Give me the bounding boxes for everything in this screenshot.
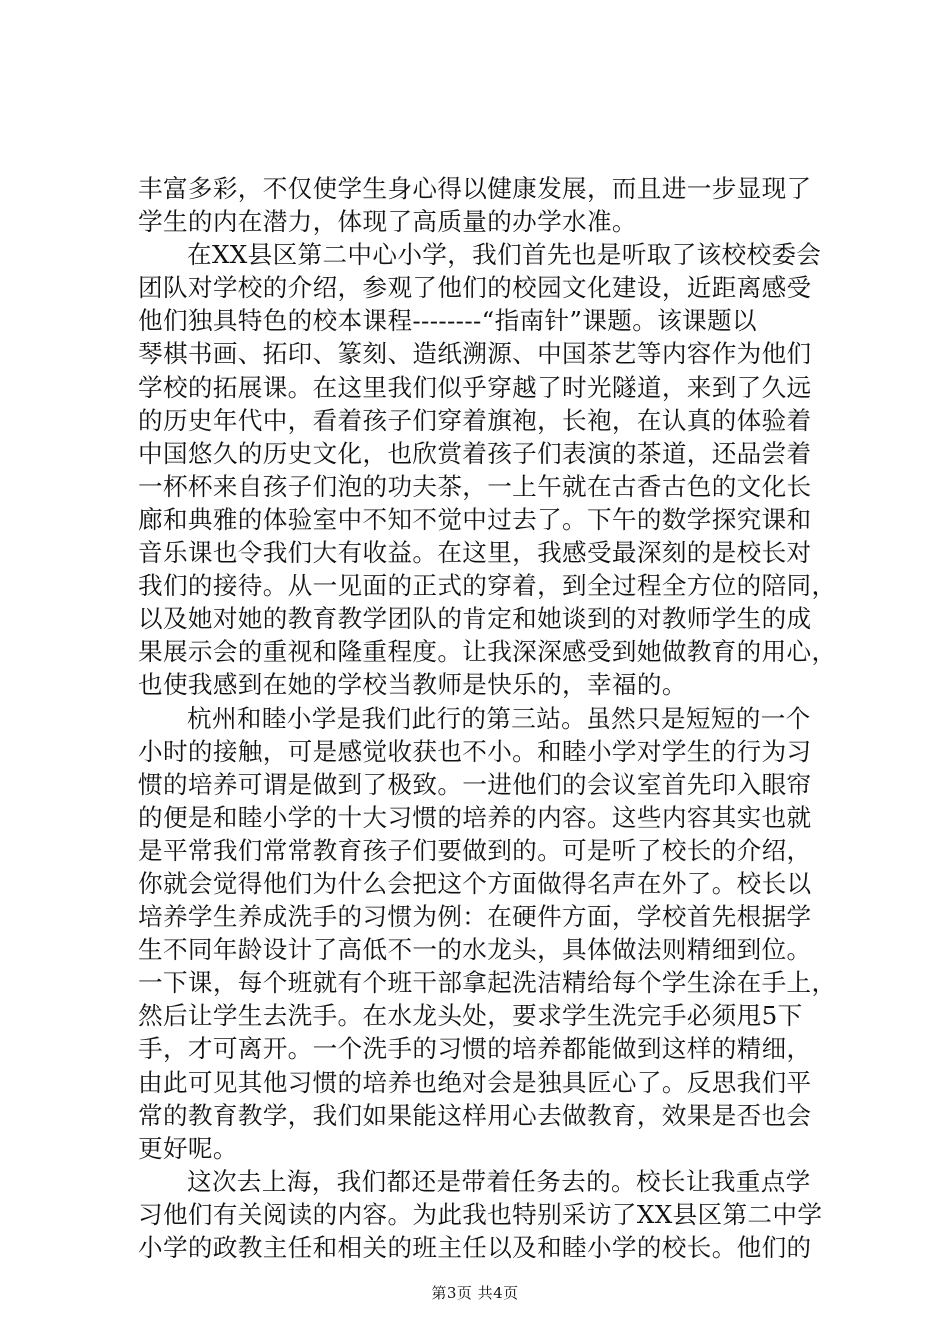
text-line: 果展示会的重视和隆重程度。让我深深感受到她做教育的用心，	[138, 637, 837, 667]
page-footer	[0, 1283, 950, 1303]
text-line: 琴棋书画、拓印、篆刻、造纸溯源、中国茶艺等内容作为他们	[138, 339, 812, 369]
text-line: 学生的内在潜力，体现了高质量的办学水准。	[138, 207, 637, 237]
text-line: 团队对学校的介绍，参观了他们的校园文化建设，近距离感受	[138, 273, 812, 303]
text-line: 我们的接待。从一见面的正式的穿着，到全过程全方位的陪同，	[138, 571, 837, 601]
text-line: 音乐课也令我们大有收益。在这里，我感受最深刻的是校长对	[138, 538, 812, 568]
text-line: 常的教育教学，我们如果能这样用心去做教育，效果是否也会	[138, 1100, 812, 1130]
text-line: 中国悠久的历史文化，也欣赏着孩子们表演的茶道，还品尝着	[138, 438, 812, 468]
text-line: 培养学生养成洗手的习惯为例：在硬件方面，学校首先根据学	[138, 902, 812, 932]
text-line: 生不同年龄设计了高低不一的水龙头，具体做法则精细到位。	[138, 935, 812, 965]
text-line: 他们独具特色的校本课程--------“指南针”课题。该课题以	[138, 306, 757, 336]
text-line: 然后让学生去洗手。在水龙头处，要求学生洗完手必须甩5下	[138, 1001, 803, 1031]
text-line: 在XX县区第二中心小学，我们首先也是听取了该校校委会	[187, 240, 822, 270]
text-line: 的便是和睦小学的十大习惯的培养的内容。这些内容其实也就	[138, 802, 812, 832]
document-body	[138, 172, 838, 1264]
text-line: 的历史年代中，看着孩子们穿着旗袍，长袍，在认真的体验着	[138, 405, 812, 435]
text-line: 一下课，每个班就有个班干部拿起洗洁精给每个学生涂在手上，	[138, 968, 837, 998]
text-line: 这次去上海，我们都还是带着任务去的。校长让我重点学	[187, 1166, 811, 1196]
text-line: 廊和典雅的体验室中不知不觉中过去了。下午的数学探究课和	[138, 504, 812, 534]
text-line: 也使我感到在她的学校当教师是快乐的，幸福的。	[138, 670, 687, 700]
text-line: 丰富多彩，不仅使学生身心得以健康发展，而且进一步显现了	[138, 174, 812, 203]
text-line: 更好呢。	[138, 1133, 238, 1163]
text-line: 杭州和睦小学是我们此行的第三站。虽然只是短短的一个	[187, 703, 811, 733]
text-line: 以及她对她的教育教学团队的肯定和她谈到的对教师学生的成	[138, 604, 812, 634]
page-number-label: 第3页 共4页	[431, 1284, 519, 1302]
text-line: 习他们有关阅读的内容。为此我也特别采访了XX县区第二中学	[138, 1199, 823, 1229]
text-line: 学校的拓展课。在这里我们似乎穿越了时光隧道，来到了久远	[138, 372, 812, 402]
text-line: 由此可见其他习惯的培养也绝对会是独具匠心了。反思我们平	[138, 1067, 812, 1097]
text-line: 是平常我们常常教育孩子们要做到的。可是听了校长的介绍，	[138, 835, 812, 865]
text-line: 手，才可离开。一个洗手的习惯的培养都能做到这样的精细，	[138, 1034, 812, 1064]
text-line: 惯的培养可谓是做到了极致。一进他们的会议室首先印入眼帘	[138, 769, 812, 799]
text-line: 一杯杯来自孩子们泡的功夫茶，一上午就在古香古色的文化长	[138, 471, 812, 501]
text-line: 小时的接触，可是感觉收获也不小。和睦小学对学生的行为习	[138, 736, 812, 766]
text-line: 你就会觉得他们为什么会把这个方面做得名声在外了。校长以	[138, 868, 812, 898]
text-line: 小学的政教主任和相关的班主任以及和睦小学的校长。他们的	[138, 1233, 812, 1262]
